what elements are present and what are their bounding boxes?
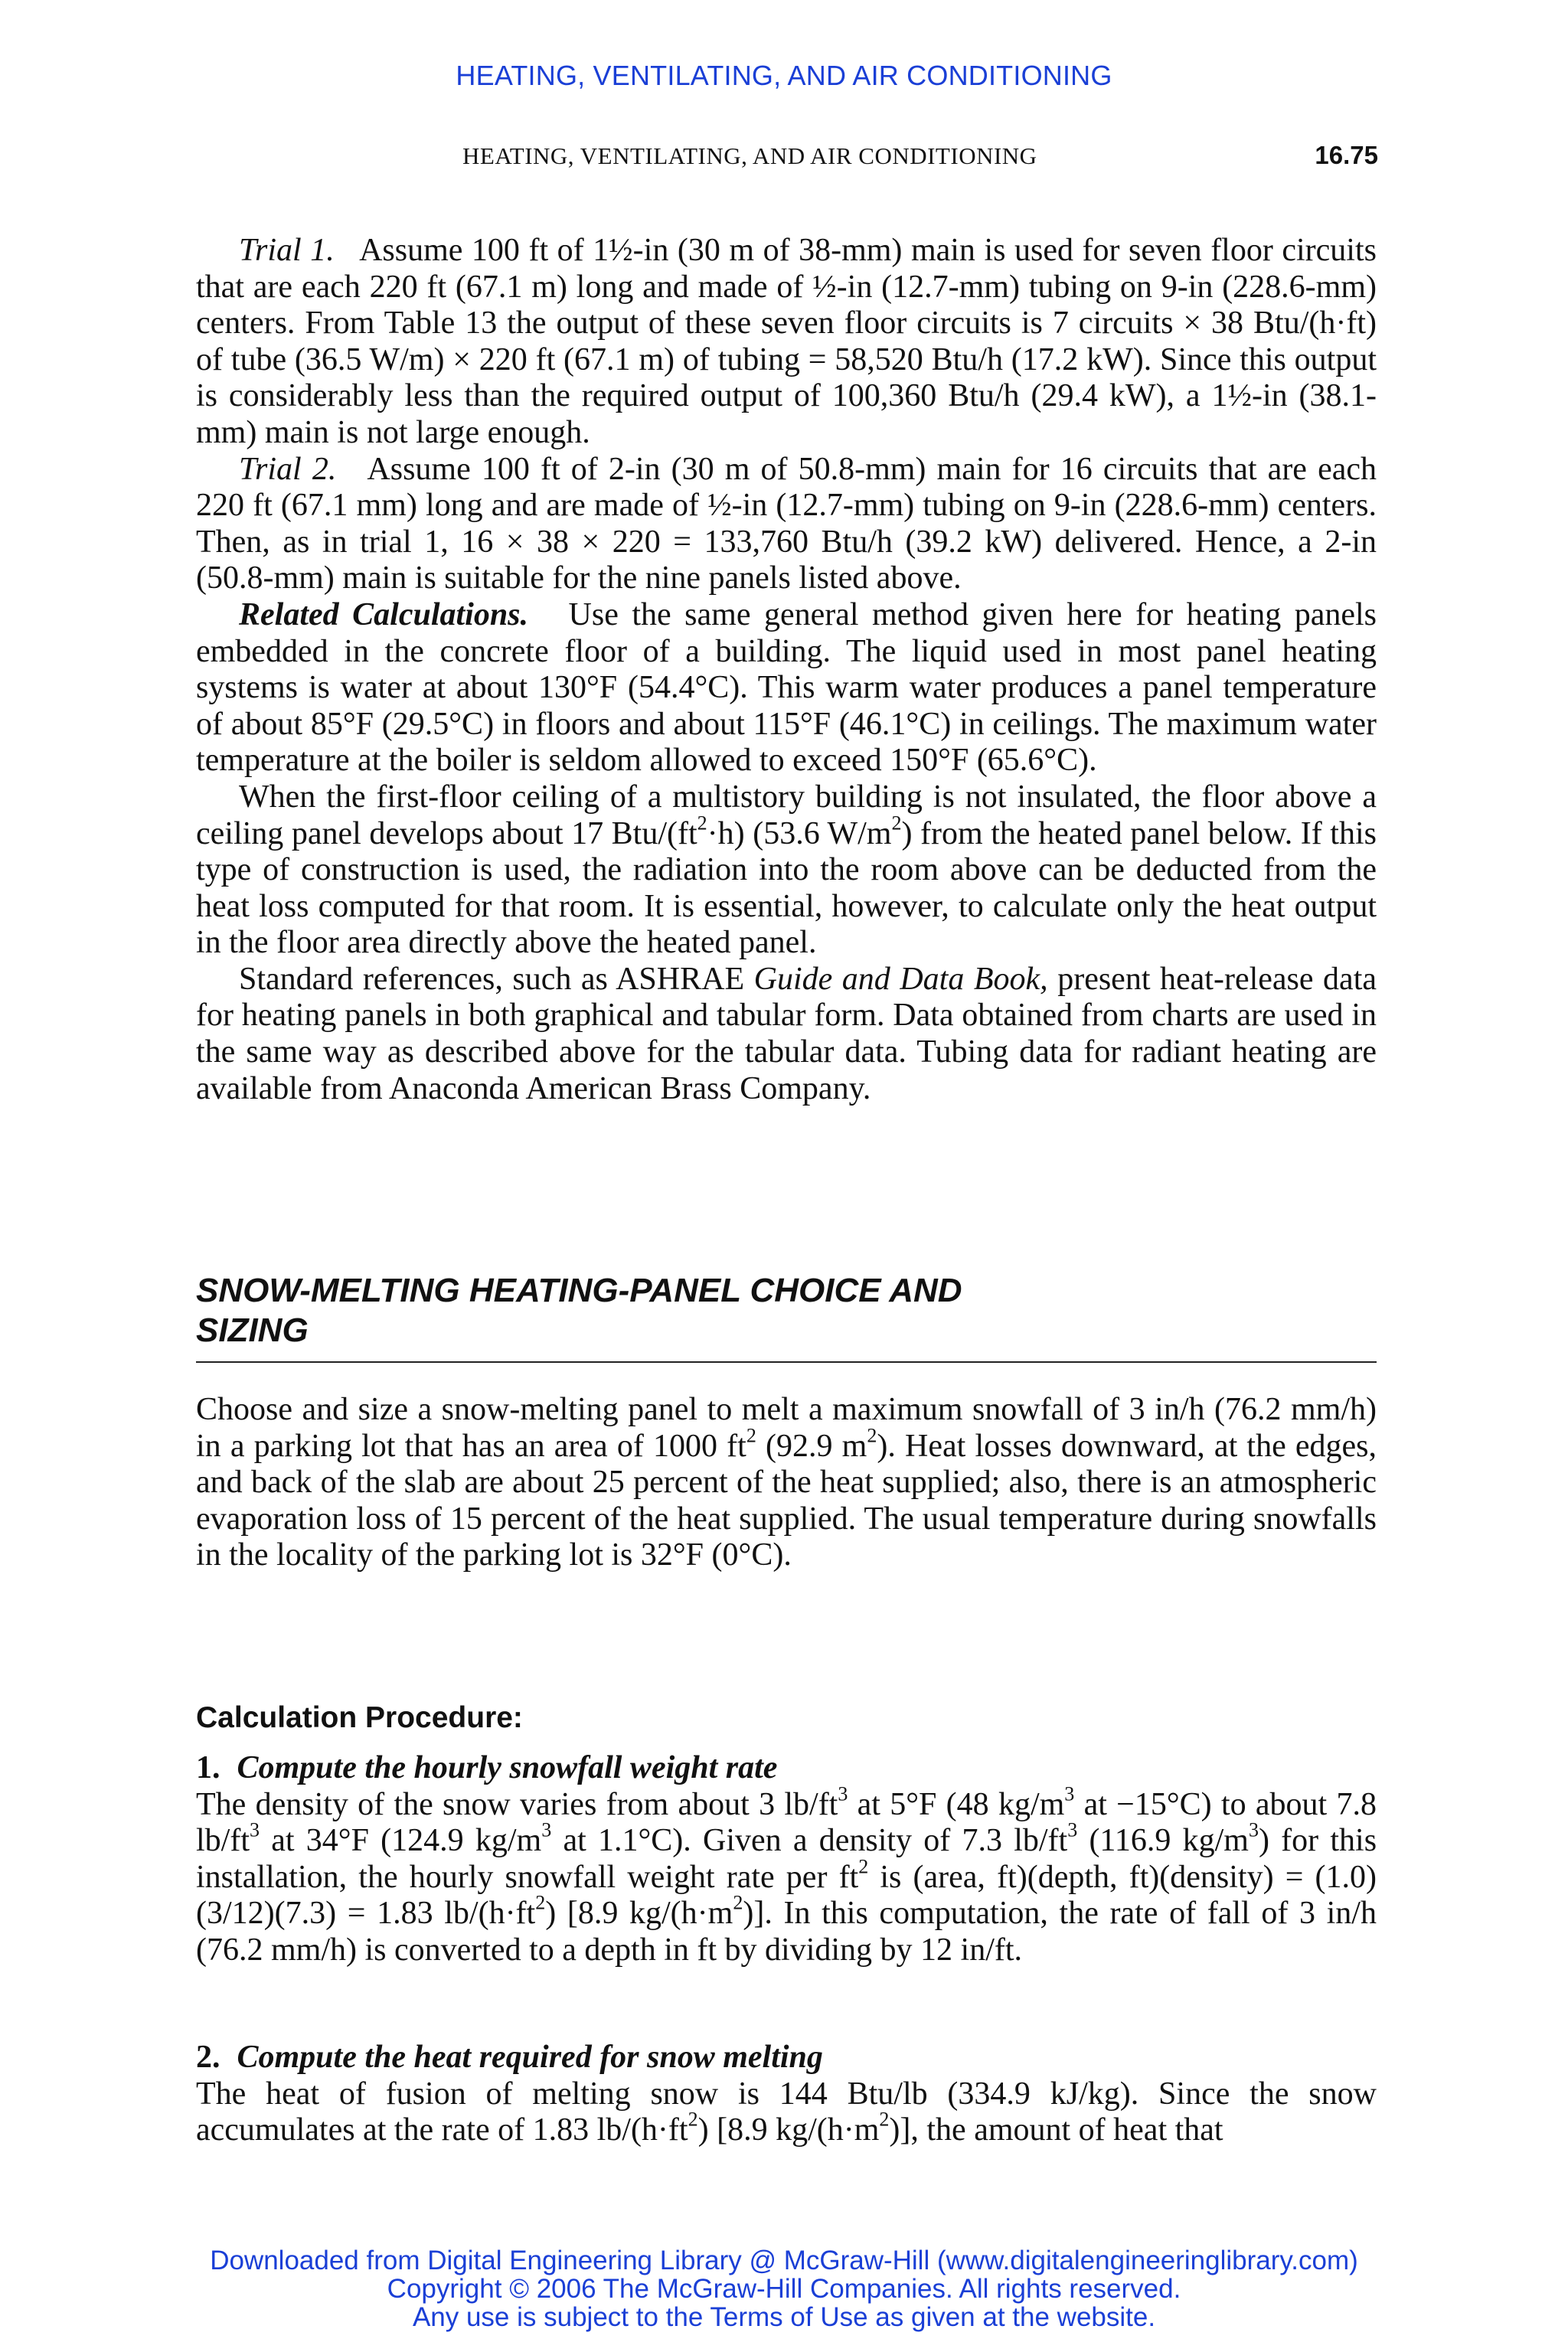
superscript: 2 (697, 811, 707, 834)
problem-statement (196, 1392, 1377, 1574)
trial-2-label: Trial 2. (239, 451, 337, 487)
section-title-line-2: SIZING (196, 1312, 309, 1349)
standard-text-a: Standard references, such as ASHRAE (239, 961, 745, 997)
trial-1-paragraph (196, 233, 1377, 452)
step-1-text: (116.9 kg/m (1089, 1823, 1249, 1859)
superscript: 2 (858, 1855, 869, 1878)
footer-terms[interactable]: Any use is subject to the Terms of Use as given at the website. (412, 2302, 1156, 2332)
trial-2-paragraph (196, 452, 1377, 597)
procedure-title: Calculation Procedure: (196, 1701, 523, 1734)
superscript: 2 (879, 2108, 890, 2131)
continuation-text (196, 233, 1377, 1107)
step-2 (196, 2040, 1377, 2149)
step-1 (196, 1750, 1377, 1969)
step-2-number: 2. (196, 2040, 220, 2075)
step-1-text: ) for this installation, the hourly snowfall weight rate per ft (196, 1823, 1377, 1895)
book-title: Guide and Data Book, (753, 961, 1048, 997)
step-2-text: The heat of fusion of melting snow is 144 Btu/lb (334.9 kJ/kg). Since the snow accumulates at the rate of 1.83 lb/(h·ft (196, 2076, 1377, 2148)
ceiling-text-c: ) from the heated panel below. If this type of construction is used, the radiation into the room above can be deducted from the heat loss computed for that room. It is essential, however, to calculate only the heat output in the floor area directly above the heated panel. (196, 815, 1377, 961)
trial-1-label: Trial 1. (239, 233, 335, 268)
superscript: 3 (1067, 1818, 1078, 1841)
step-1-text: at 1.1°C). Given a density of 7.3 lb/ft (563, 1823, 1068, 1859)
page-number: 16.75 (1315, 141, 1378, 169)
superscript: 3 (250, 1818, 260, 1841)
ceiling-panel-paragraph (196, 779, 1377, 962)
step-1-text: is (area, ft)(depth, ft)(density) = (1.0)(3/12)(7.3) = 1.83 lb/(h·ft (196, 1859, 1377, 1932)
step-1-text: at 34°F (124.9 kg/m (271, 1823, 542, 1859)
section-title (196, 1271, 1377, 1363)
superscript: 2 (733, 1891, 743, 1914)
superscript: 3 (1064, 1782, 1075, 1805)
trial-1-text: Assume 100 ft of 1½-in (30 m of 38-mm) main is used for seven floor circuits that are each 220 ft (67.1 m) long and made of ½-in (12.7-mm) tubing on 9-in (228.6-mm) centers. From Table 13 the output of these seven floor circuits is 7 circuits × 38 Btu/(h·ft) of tube (36.5 W/m) × 220 ft (67.1 m) of tubing = 58,520 Btu/h (17.2 kW). Since this output is considerably less than the required output of 100,360 Btu/h (29.4 kW), a 1½-in (38.1-mm) main is not large enough. (196, 233, 1377, 450)
problem-text-a: Choose and size a snow-melting panel to melt a maximum snowfall of 3 in/h (76.2 mm/h) in a parking lot that has an area of 1000 ft (196, 1392, 1377, 1464)
step-2-title: Compute the heat required for snow melting (237, 2040, 823, 2075)
trial-2-text: Assume 100 ft of 2-in (30 m of 50.8-mm) main for 16 circuits that are each 220 ft (67.1 mm) long and are made of ½-in (12.7-mm) tubing on 9-in (228.6-mm) centers. Then, as in trial 1, 16 × 38 × 220 = 133,760 Btu/h (39.2 kW) delivered. Hence, a 2-in (50.8-mm) main is suitable for the nine panels listed above. (196, 451, 1377, 596)
related-calculations-paragraph (196, 597, 1377, 779)
problem-text-b: (92.9 m (766, 1428, 867, 1464)
ceiling-text-a: When the first-floor ceiling of a multistory building is not insulated, the floor above a ceiling panel develops about 17 Btu/(ft (196, 779, 1377, 851)
footer (0, 2246, 1568, 2331)
step-1-heading (196, 1750, 1377, 1787)
related-calculations-label: Related Calculations. (239, 596, 529, 632)
related-calculations-text: Use the same general method given here for heating panels embedded in the concrete floor of a building. The liquid used in most panel heating systems is water at about 130°F (54.4°C). This warm water produces a panel temperature of about 85°F (29.5°C) in floors and about 115°F (46.1°C) in ceilings. The maximum water temperature at the boiler is seldom allowed to exceed 150°F (65.6°C). (196, 596, 1377, 779)
standard-text-b: present heat-release data for heating panels in both graphical and tabular form. Data obtained from charts are used in the same way as described above for the tabular data. Tubing data for radiant heating are available from Anaconda American Brass Company. (196, 961, 1377, 1106)
problem-paragraph (196, 1392, 1377, 1574)
ceiling-text-b: ·h) (53.6 W/m (707, 815, 892, 851)
problem-text-c: ). Heat losses downward, at the edges, and back of the slab are about 25 percent of the heat supplied; also, there is an atmospheric evaporation loss of 15 percent of the heat supplied. The usual temperature during snowfalls in the locality of the parking lot is 32°F (0°C). (196, 1428, 1377, 1573)
step-2-text: ) [8.9 kg/(h·m (697, 2112, 880, 2148)
step-1-text: at 5°F (48 kg/m (857, 1786, 1065, 1822)
top-header-link[interactable]: HEATING, VENTILATING, AND AIR CONDITIONING (456, 60, 1112, 91)
footer-download-link[interactable]: Downloaded from Digital Engineering Library @ McGraw-Hill (www.digitalengineeringlibrary.com) (210, 2246, 1358, 2275)
step-2-text: )], the amount of heat that (889, 2112, 1223, 2148)
superscript: 2 (746, 1423, 756, 1446)
step-1-text: ) [8.9 kg/(h·m (545, 1896, 733, 1932)
running-head: HEATING, VENTILATING, AND AIR CONDITIONING (462, 142, 1037, 169)
step-1-text: )]. In this computation, the rate of fall of 3 in/h (76.2 mm/h) is converted to a depth in ft by dividing by 12 in/ft. (196, 1896, 1377, 1968)
superscript: 2 (891, 811, 902, 834)
footer-copyright[interactable]: Copyright © 2006 The McGraw-Hill Companies. All rights reserved. (387, 2274, 1181, 2304)
step-1-paragraph (196, 1782, 1377, 1969)
standard-references-paragraph (196, 962, 1377, 1107)
step-2-heading (196, 2040, 1377, 2076)
section-title-line-1: SNOW-MELTING HEATING-PANEL CHOICE AND (196, 1272, 962, 1309)
superscript: 2 (867, 1423, 877, 1446)
superscript: 3 (541, 1818, 552, 1841)
superscript: 2 (688, 2108, 698, 2131)
step-1-title: Compute the hourly snowfall weight rate (237, 1750, 778, 1785)
step-2-paragraph (196, 2076, 1377, 2149)
step-1-text: at −15°C) to about 7.8 lb/ft (196, 1786, 1377, 1859)
step-1-number: 1. (196, 1750, 220, 1785)
superscript: 3 (838, 1782, 848, 1805)
step-1-text: The density of the snow varies from about 3 lb/ft (196, 1786, 838, 1822)
superscript: 3 (1248, 1818, 1259, 1841)
superscript: 2 (535, 1891, 546, 1914)
